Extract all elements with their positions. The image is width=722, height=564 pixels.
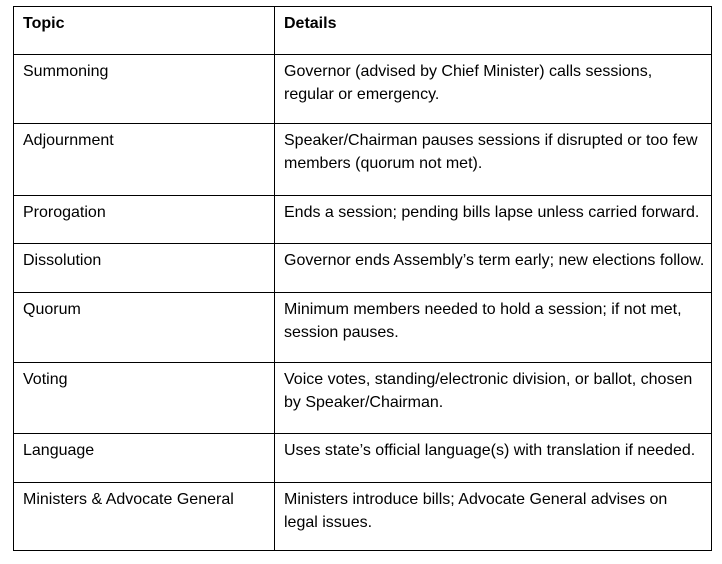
details-cell: Governor ends Assembly’s term early; new elections follow.	[275, 244, 712, 293]
topic-cell: Summoning	[14, 55, 275, 124]
topic-cell: Adjournment	[14, 124, 275, 196]
table-header-row	[14, 7, 712, 55]
header-topic: Topic	[14, 7, 275, 55]
procedures-table	[13, 6, 712, 551]
topic-cell: Language	[14, 434, 275, 483]
header-details: Details	[275, 7, 712, 55]
details-cell: Ends a session; pending bills lapse unless carried forward.	[275, 196, 712, 244]
details-cell: Governor (advised by Chief Minister) calls sessions, regular or emergency.	[275, 55, 712, 124]
table-row	[14, 55, 712, 124]
topic-cell: Ministers & Advocate General	[14, 483, 275, 551]
topic-cell: Quorum	[14, 293, 275, 363]
table-row	[14, 363, 712, 434]
details-cell: Voice votes, standing/electronic division, or ballot, chosen by Speaker/Chairman.	[275, 363, 712, 434]
details-cell: Ministers introduce bills; Advocate General advises on legal issues.	[275, 483, 712, 551]
details-cell: Uses state’s official language(s) with translation if needed.	[275, 434, 712, 483]
table-row	[14, 244, 712, 293]
table-row	[14, 124, 712, 196]
details-cell: Minimum members needed to hold a session; if not met, session pauses.	[275, 293, 712, 363]
details-cell: Speaker/Chairman pauses sessions if disrupted or too few members (quorum not met).	[275, 124, 712, 196]
table-row	[14, 196, 712, 244]
topic-cell: Voting	[14, 363, 275, 434]
table-row	[14, 434, 712, 483]
topic-cell: Dissolution	[14, 244, 275, 293]
table-row	[14, 293, 712, 363]
topic-cell: Prorogation	[14, 196, 275, 244]
table-row	[14, 483, 712, 551]
